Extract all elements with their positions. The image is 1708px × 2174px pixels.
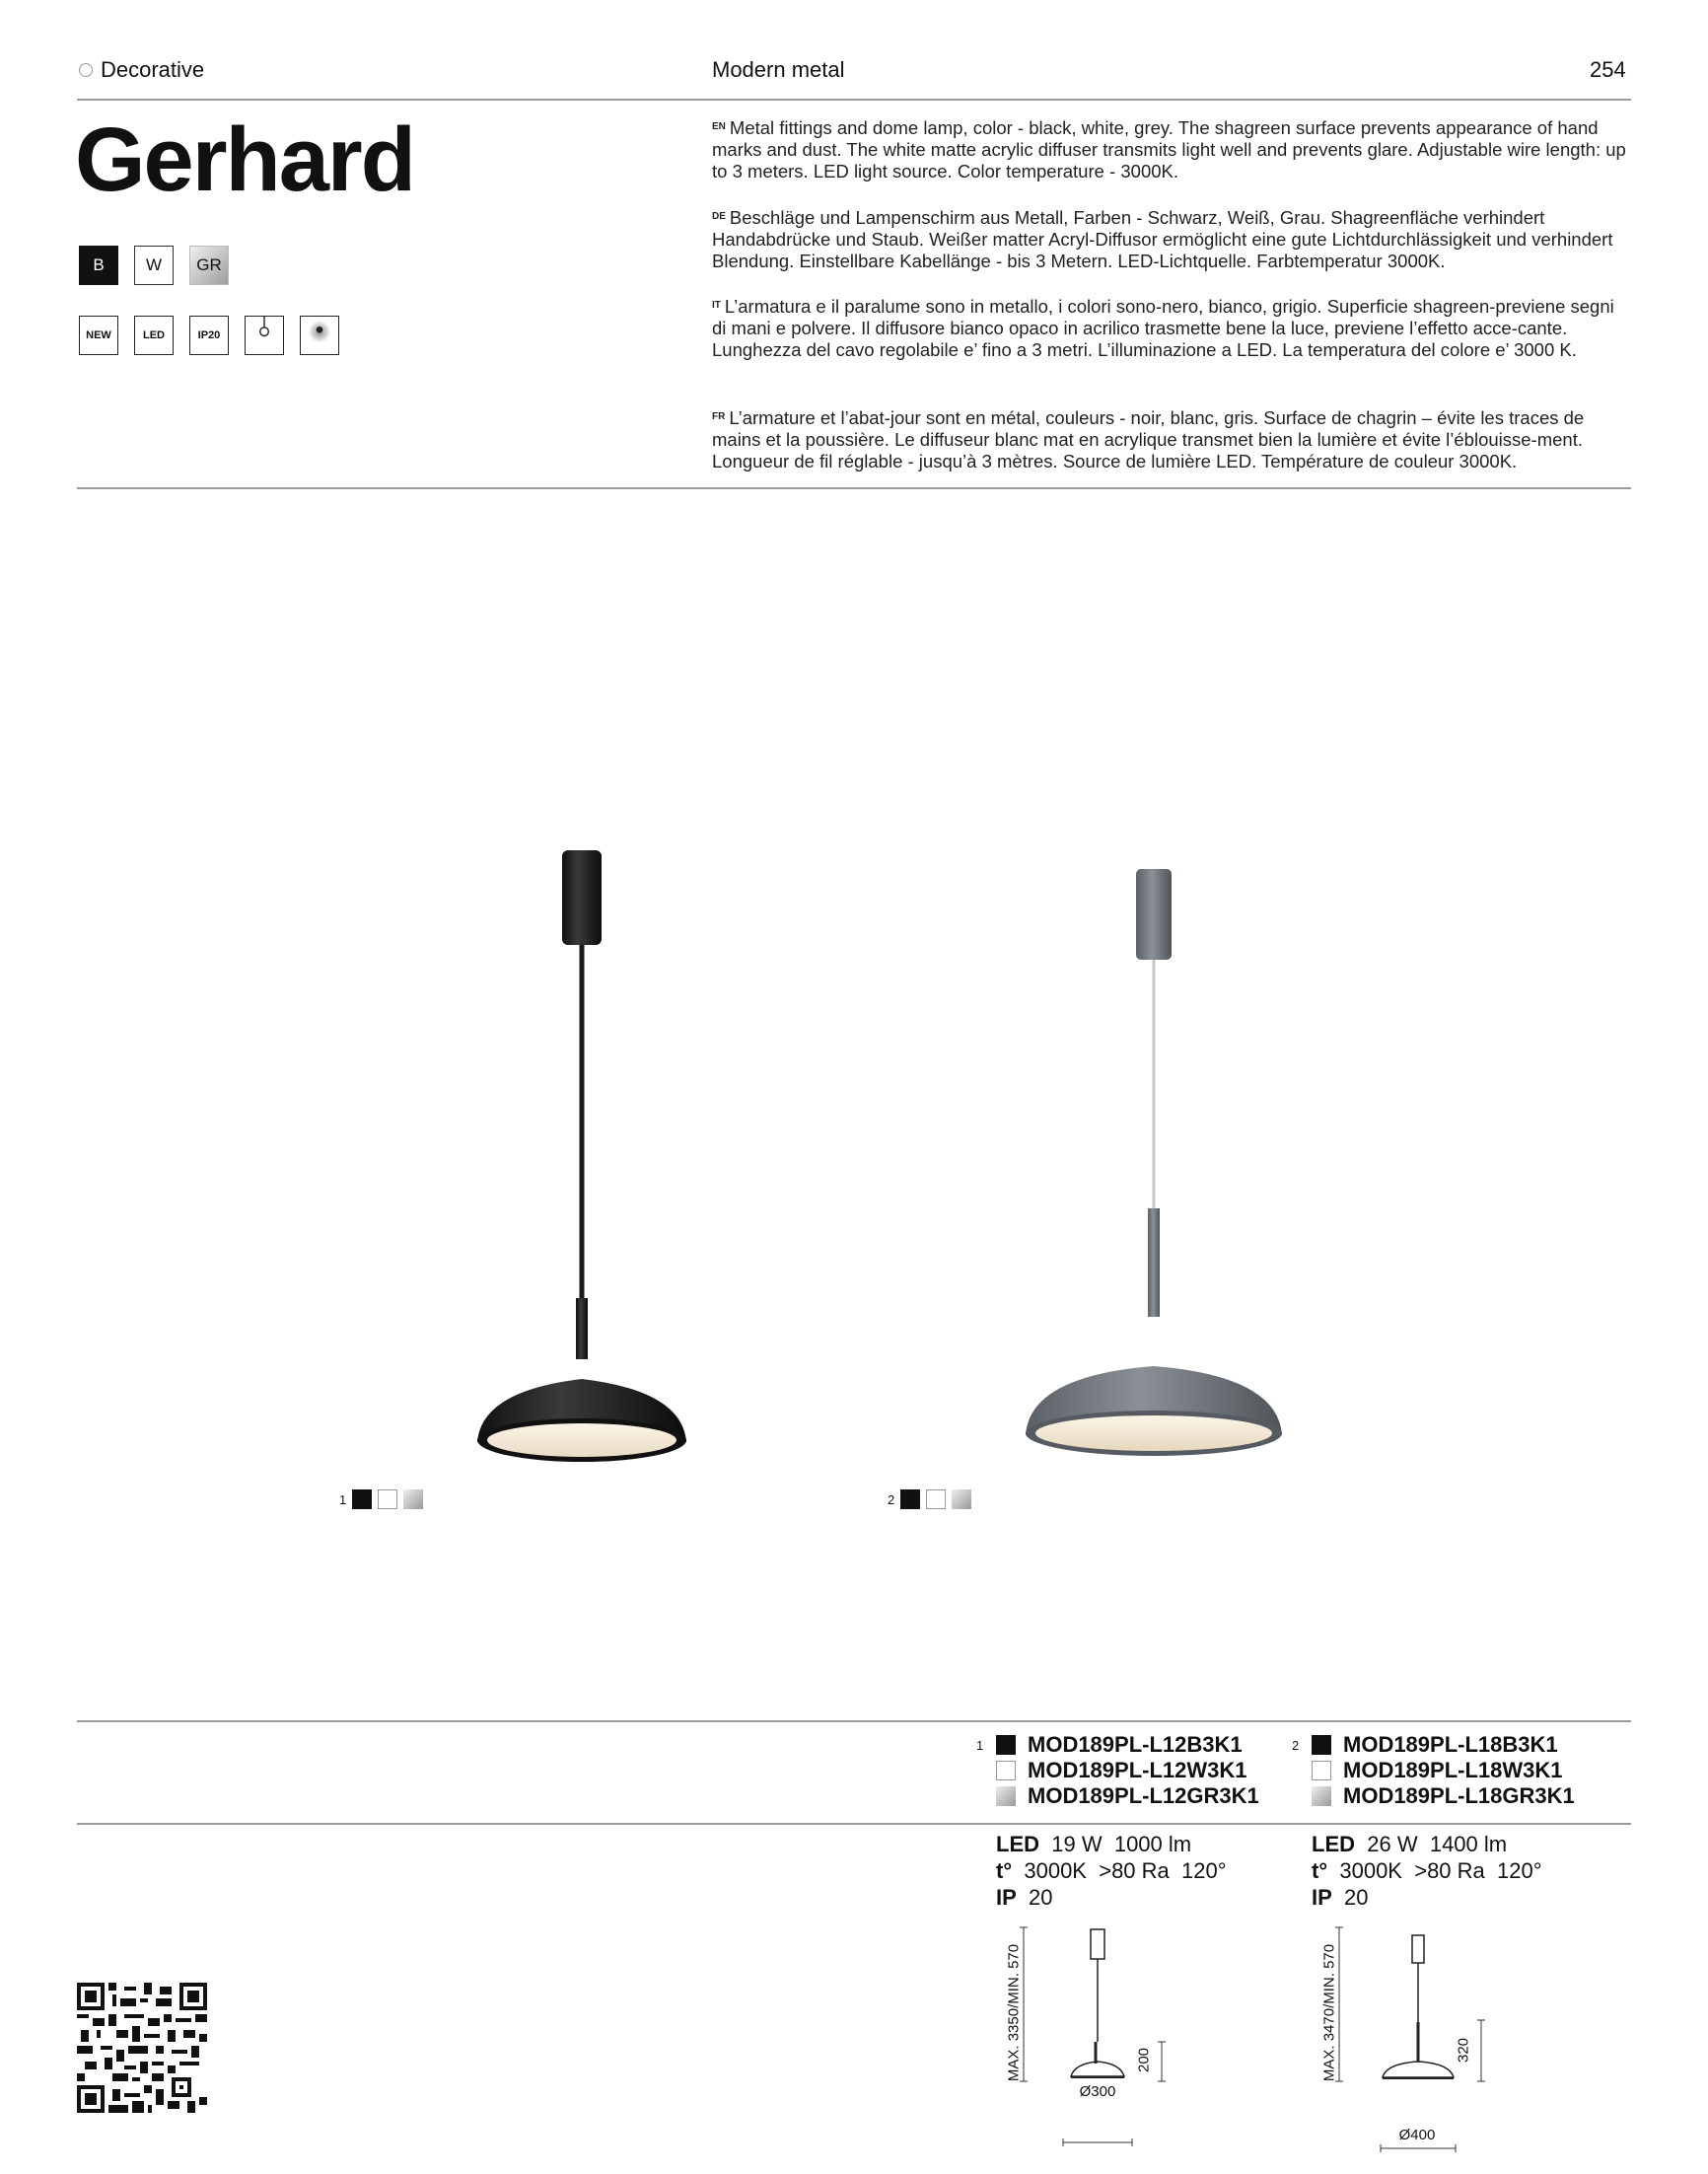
description-de [712,206,1629,272]
variant-1-codes [976,1732,1259,1809]
power-value: 26 W [1367,1832,1418,1856]
light-glow-icon [300,316,339,355]
angle-value: 120° [1181,1858,1227,1883]
description-fr [712,406,1629,472]
power-value: 19 W [1051,1832,1103,1856]
description-text-de: Beschläge und Lampenschirm aus Metall, Farben - Schwarz, Weiß, Grau. Shagreenfläche verhindert Handabdrücke und Staub. Weißer matter Acryl-Diffusor ermöglicht eine gute Lichtdurchlässigkeit und verhindert Blendung. Einstellbare Kabellänge - bis 3 Metern. LED-Lichtquelle. Farbtemperatur 3000K. [712,207,1613,271]
description-text-fr: L’armature et l’abat-jour sont en métal, couleurs - noir, blanc, gris. Surface de chagrin – évite les traces de mains et la poussière. Le diffuseur blanc mat en acrylique transmet bien la lumière et évite l’éblouisse-ment. Longueur de fil réglable - jusqu’à 3 mètres. Source de lumière LED. Température de couleur 3000K. [712,407,1585,471]
page-number: 254 [1590,57,1626,82]
figure-1-caption [339,1489,423,1509]
description-en [712,116,1629,182]
description-text-en: Metal fittings and dome lamp, color - black, white, grey. The shagreen surface prevents appearance of hand marks and dust. The white matte acrylic diffuser transmits light well and prevents glare. Adjustable wire length: up to 3 meters. LED light source. Color temperature - 3000K. [712,117,1626,181]
temp-label: t° [1312,1858,1328,1883]
diameter-2: Ø400 [1398,2127,1436,2143]
pendant-icon [245,316,284,355]
code-swatch-white [996,1761,1016,1780]
shade-height-1: 200 [1135,2047,1153,2073]
cri-value: >80 Ra [1099,1858,1170,1883]
lang-tag-fr: FR [712,411,726,422]
variant-1-code-white: MOD189PL-L12W3K1 [1028,1758,1247,1782]
lang-tag-en: EN [712,121,726,132]
header-rule [77,99,1631,101]
variant-2-specs [1312,1831,1542,1911]
mini-swatch-white [926,1489,946,1509]
lumen-value: 1000 lm [1113,1832,1192,1856]
swatch-white: W [134,246,174,285]
mini-swatch-black [352,1489,372,1509]
variant-1-code-grey: MOD189PL-L12GR3K1 [1028,1783,1259,1808]
lumen-value: 1400 lm [1429,1832,1508,1856]
swatch-black: B [79,246,118,285]
badge-ip20: IP20 [189,316,229,355]
variant-1-specs [996,1831,1227,1911]
figure-2-index: 2 [888,1491,895,1507]
dimension-drawing-1 [996,1923,1193,2155]
variant-2-code-grey: MOD189PL-L18GR3K1 [1343,1783,1575,1808]
mini-swatch-grey [952,1489,971,1509]
temp-value: 3000K [1339,1858,1402,1883]
pendant-outline-2 [1312,1923,1519,2155]
product-title: Gerhard [75,109,414,210]
variant-2-index: 2 [1292,1737,1300,1753]
diameter-1: Ø300 [1079,2083,1116,2100]
circle-icon [79,63,93,77]
description-it [712,295,1629,361]
variant-2-code-black: MOD189PL-L18B3K1 [1343,1732,1558,1757]
shade-height-2: 320 [1455,2037,1472,2064]
variant-1-code-black: MOD189PL-L12B3K1 [1028,1732,1243,1757]
qr-code-icon[interactable] [77,1983,207,2113]
ip-label: IP [996,1885,1017,1910]
variant-2-codes [1292,1732,1575,1809]
badge-new: NEW [79,316,118,355]
lamp-image-1 [463,838,740,1470]
figure-1-index: 1 [339,1491,347,1507]
angle-value: 120° [1497,1858,1542,1883]
mini-swatch-white [378,1489,397,1509]
codes-bottom-rule [77,1823,1631,1825]
lang-tag-de: DE [712,211,726,222]
led-label: LED [996,1832,1039,1856]
lang-tag-it: IT [712,300,721,311]
code-swatch-white [1312,1761,1331,1780]
code-swatch-black [996,1735,1016,1755]
feature-badges [79,316,339,355]
lamp-image-2 [1016,863,1292,1465]
dimension-drawing-2 [1312,1923,1519,2155]
temp-label: t° [996,1858,1013,1883]
mini-swatch-black [900,1489,920,1509]
ip-value: 20 [1344,1885,1369,1910]
description-rule [77,487,1631,489]
ip-value: 20 [1029,1885,1053,1910]
code-swatch-grey [1312,1786,1331,1806]
swatch-grey: GR [189,246,229,285]
category-text: Decorative [101,57,205,82]
code-swatch-black [1312,1735,1331,1755]
led-label: LED [1312,1832,1355,1856]
pendant-outline-1 [996,1923,1193,2155]
category-label [79,57,204,83]
badge-led: LED [134,316,174,355]
color-swatches [79,246,229,285]
height-label-1: MAX. 3350/MIN. 570 [1005,1943,1023,2082]
cri-value: >80 Ra [1414,1858,1485,1883]
code-swatch-grey [996,1786,1016,1806]
series-label: Modern metal [712,57,845,82]
height-label-2: MAX. 3470/MIN. 570 [1320,1943,1338,2082]
mini-swatch-grey [403,1489,423,1509]
ip-label: IP [1312,1885,1332,1910]
variant-1-index: 1 [976,1737,984,1753]
description-text-it: L’armatura e il paralume sono in metallo, i colori sono-nero, bianco, grigio. Superficie shagreen-previene segni di mani e polvere. Il diffusore bianco opaco in acrilico trasmette bene la luce, previene l’effetto acce-cante. Lunghezza del cavo regolabile e’ fino a 3 metri. L’illuminazione a LED. La temperatura del colore e’ 3000 K. [712,296,1614,360]
figure-2-caption [888,1489,971,1509]
codes-top-rule [77,1720,1631,1722]
temp-value: 3000K [1024,1858,1087,1883]
variant-2-code-white: MOD189PL-L18W3K1 [1343,1758,1563,1782]
